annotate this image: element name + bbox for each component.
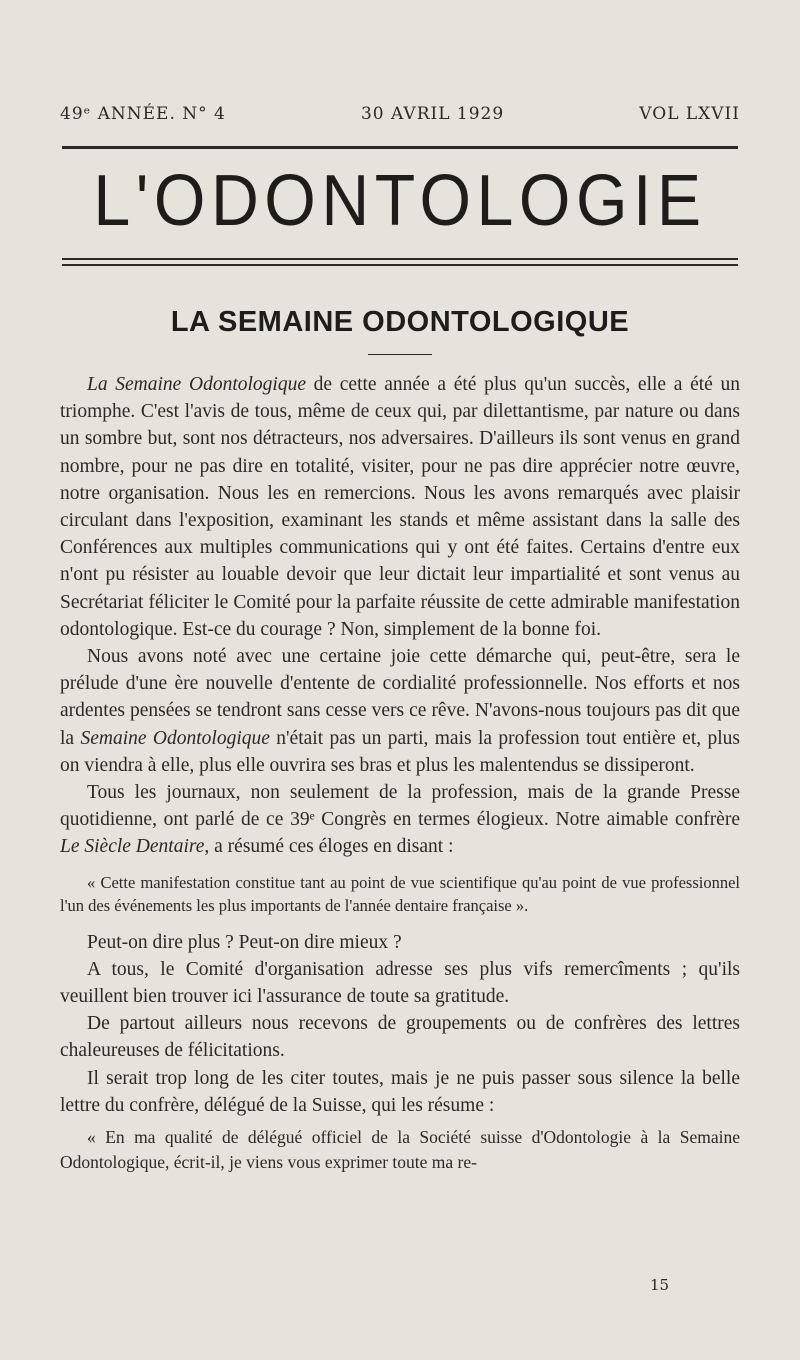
italic-semaine-odontologique: La Semaine Odontologique	[87, 374, 306, 395]
paragraph-7: Il serait trop long de les citer toutes, mais je ne puis passer sous silence la belle lettre du confrère, délégué de la Suisse, qui les résume :	[60, 1067, 740, 1116]
paragraph-4: Peut-on dire plus ? Peut-on dire mieux ?	[87, 931, 402, 953]
masthead-double-rule	[62, 258, 738, 266]
article-body	[60, 371, 740, 1175]
title-underline	[368, 354, 432, 355]
page-number: 15	[650, 1276, 670, 1294]
quotation-2: « En ma qualité de délégué officiel de la Société suisse d'Odontologie à la Semaine Odontologique, écrit-il, je viens vous exprimer toute ma re-	[60, 1127, 740, 1173]
italic-semaine-odontologique-2: Semaine Odontologique	[80, 727, 270, 749]
header-rule	[62, 146, 738, 149]
paragraph-3: Tous les journaux, non seulement de la profession, mais de la grande Presse quotidienne, ont parlé de ce 39ᵉ Congrès en termes élogieux. Notre aimable confrère Le Siècle Dentaire, a résumé ces éloges en disant :	[60, 782, 740, 858]
paragraph-1: La Semaine Odontologique de cette année a été plus qu'un succès, elle a été un triomphe. C'est l'avis de tous, même de ceux qui, par dilettantisme, par nature ou dans un sombre but, sont nos détracteurs, nos adversaires. D'ailleurs ils sont venus en grand nombre, pour ne pas dire en totalité, visiter, pour ne pas dire apprécier notre œuvre, notre organisation. Nous les en remercions. Nous les avons remarqués avec plaisir circulant dans l'exposition, examinant les stands et même assistant dans la salle des Conférences aux multiples communications qui y ont été faites. Certains d'entre eux n'ont pu résister au louable devoir que leur dictait leur impartialité et sont venus au Secrétariat féliciter le Comité pour la parfaite réussite de cette admirable manifestation odontologique. Est-ce du courage ? Non, simplement de la bonne foi.	[60, 374, 740, 640]
article-title: LA SEMAINE ODONTOLOGIQUE	[170, 306, 630, 338]
journal-masthead: L'ODONTOLOGIE	[93, 161, 707, 241]
italic-siecle-dentaire: Le Siècle Dentaire	[60, 836, 205, 858]
volume-number: VOL LXVII	[639, 104, 740, 124]
issue-number: 49ᵉ ANNÉE. N° 4	[60, 104, 226, 124]
paragraph-2: Nous avons noté avec une certaine joie cette démarche qui, peut-être, sera le prélude d'une ère nouvelle d'entente de cordialité professionnelle. Nos efforts et nos ardentes pensées se tendront sans cesse vers ce rêve. N'avons-nous toujours pas dit que la Semaine Odontologique n'était pas un parti, mais la profession tout entière et, plus on viendra à elle, plus elle ouvrira ses bras et plus les malentendus se dissiperont.	[60, 646, 740, 776]
running-header	[60, 104, 740, 124]
quotation-1: « Cette manifestation constitue tant au point de vue scientifique qu'au point de vue professionnel l'un des événements les plus importants de l'année dentaire française ».	[60, 872, 740, 915]
paragraph-5: A tous, le Comité d'organisation adresse ses plus vifs remercîments ; qu'ils veuillent bien trouver ici l'assurance de toute sa gratitude.	[60, 958, 740, 1008]
issue-date: 30 AVRIL 1929	[360, 104, 505, 124]
paragraph-6: De partout ailleurs nous recevons de groupements ou de confrères des lettres chaleureuses de félicitations.	[60, 1013, 740, 1062]
